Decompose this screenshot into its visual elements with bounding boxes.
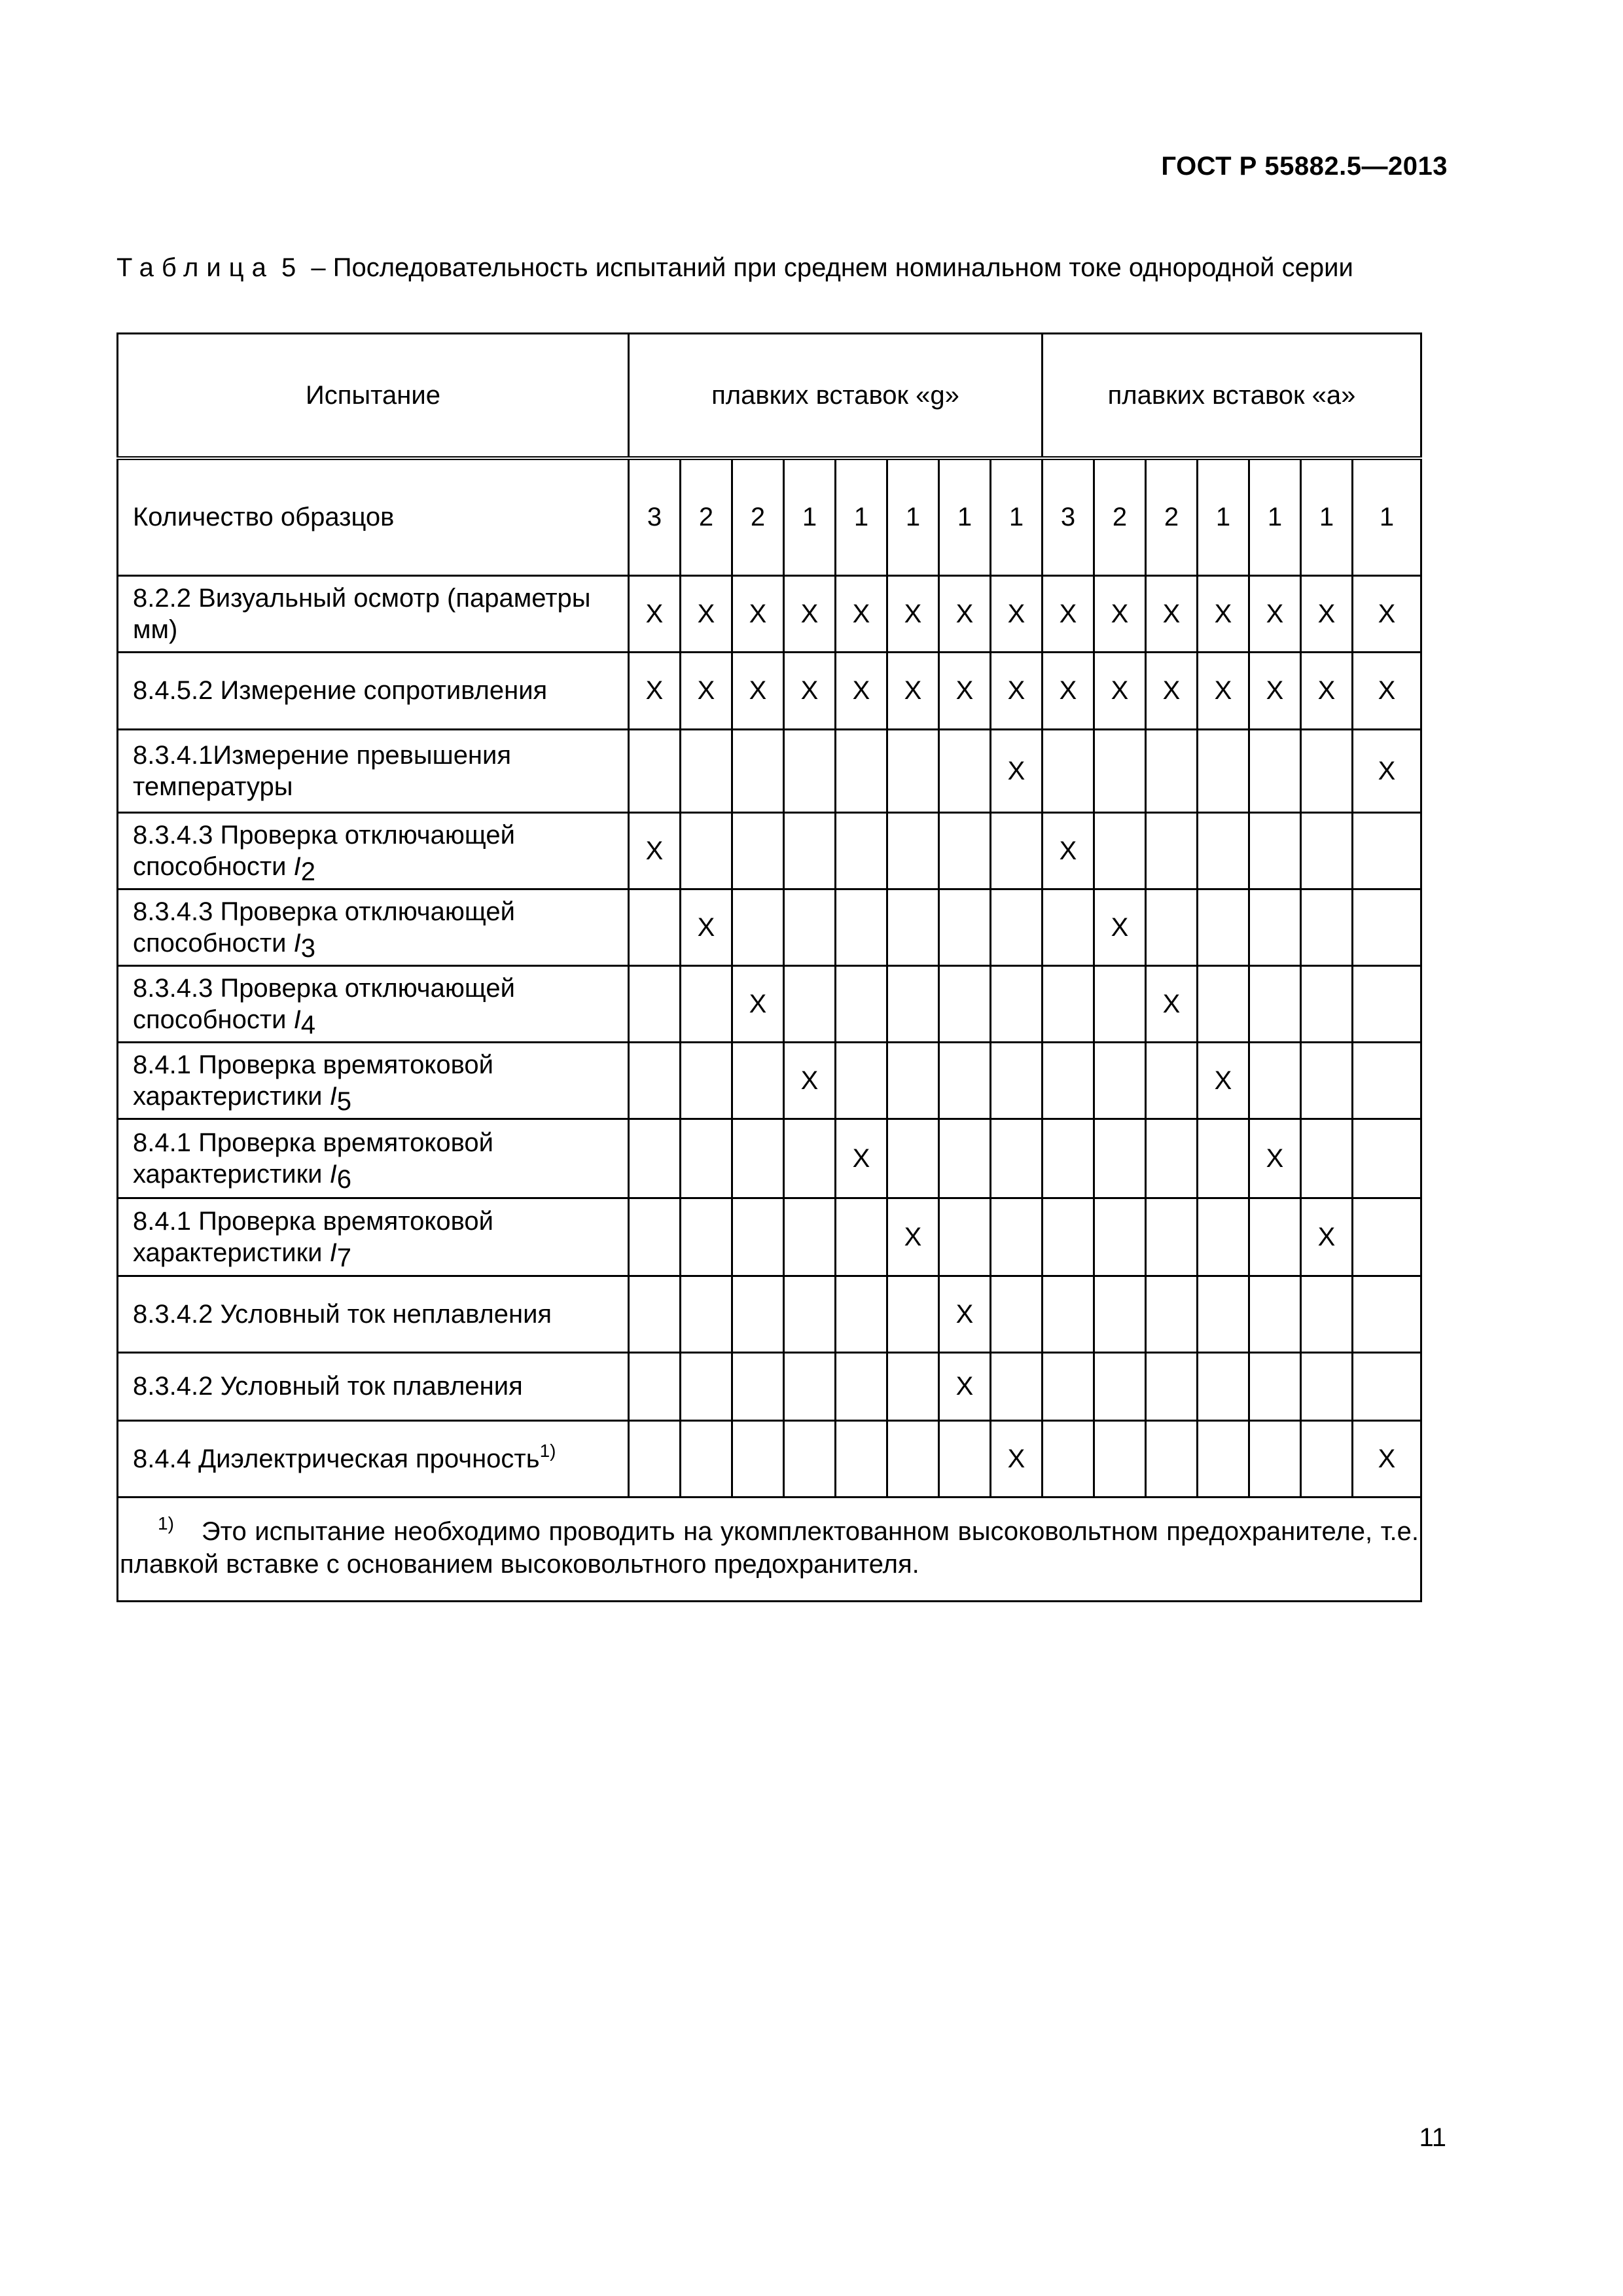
mark-cell-empty: [1094, 1042, 1146, 1119]
sample-count-label: Количество образцов: [118, 458, 629, 575]
test-row: [118, 1276, 1421, 1352]
mark-cell-x: X: [732, 575, 784, 652]
mark-cell-x: X: [732, 965, 784, 1042]
mark-cell-x: X: [887, 575, 939, 652]
mark-cell-x: X: [1353, 1420, 1421, 1497]
mark-cell-x: X: [784, 1042, 836, 1119]
test-name-text: 8.4.4 Диэлектрическая прочность: [133, 1444, 540, 1473]
mark-cell-empty: [836, 729, 887, 812]
document-code: ГОСТ Р 55882.5—2013: [1161, 152, 1448, 181]
mark-cell-empty: [836, 889, 887, 965]
mark-cell-empty: [836, 1276, 887, 1352]
mark-cell-empty: [629, 1420, 681, 1497]
mark-cell-empty: [887, 812, 939, 889]
mark-cell-empty: [1198, 889, 1249, 965]
mark-cell-empty: [1301, 1352, 1353, 1420]
footnote-row: [118, 1497, 1421, 1601]
mark-cell-empty: [1301, 889, 1353, 965]
mark-cell-x: X: [1198, 1042, 1249, 1119]
test-name-text: 8.4.1 Проверка времятоковой характеристики: [133, 1206, 493, 1267]
mark-cell-empty: [991, 1119, 1043, 1198]
footnote-text: Это испытание необходимо проводить на укомплектованном высоковольтном предохранителе, т.е. плавкой вставке с основанием высоковольтного предохранителя.: [120, 1516, 1419, 1579]
mark-cell-empty: [1353, 1198, 1421, 1276]
sample-count-cell: 1: [1301, 458, 1353, 575]
mark-cell-empty: [629, 1119, 681, 1198]
mark-cell-empty: [1146, 812, 1198, 889]
mark-cell-x: X: [939, 652, 991, 729]
mark-cell-empty: [784, 729, 836, 812]
mark-cell-empty: [784, 889, 836, 965]
test-name: [118, 1119, 629, 1198]
caption-text: Последовательность испытаний при среднем номинальном токе однородной серии: [332, 253, 1353, 282]
test-name: [118, 812, 629, 889]
mark-cell-empty: [991, 1352, 1043, 1420]
mark-cell-empty: [732, 1352, 784, 1420]
test-name-text: 8.2.2 Визуальный осмотр (параметры мм): [133, 583, 591, 644]
mark-cell-empty: [1249, 965, 1301, 1042]
mark-cell-empty: [1353, 1352, 1421, 1420]
mark-cell-empty: [1198, 812, 1249, 889]
mark-cell-x: X: [784, 575, 836, 652]
mark-cell-empty: [887, 889, 939, 965]
mark-cell-empty: [836, 1352, 887, 1420]
mark-cell-empty: [1301, 965, 1353, 1042]
mark-cell-empty: [1301, 1119, 1353, 1198]
mark-cell-empty: [939, 729, 991, 812]
mark-cell-empty: [836, 812, 887, 889]
test-name: [118, 1276, 629, 1352]
mark-cell-x: X: [1301, 1198, 1353, 1276]
sample-count-row: [118, 458, 1421, 575]
mark-cell-empty: [784, 1352, 836, 1420]
mark-cell-empty: [1094, 729, 1146, 812]
mark-cell-empty: [939, 812, 991, 889]
caption-dash: –: [311, 253, 326, 282]
mark-cell-empty: [836, 1042, 887, 1119]
test-name: [118, 889, 629, 965]
mark-cell-empty: [1043, 729, 1094, 812]
mark-cell-empty: [732, 1198, 784, 1276]
mark-cell-x: X: [1198, 575, 1249, 652]
mark-cell-x: X: [1146, 965, 1198, 1042]
table-body: [118, 334, 1421, 1602]
mark-cell-empty: [784, 1198, 836, 1276]
mark-cell-empty: [629, 1276, 681, 1352]
mark-cell-empty: [1249, 1420, 1301, 1497]
mark-cell-empty: [1249, 1352, 1301, 1420]
header-group-g: плавких вставок «g»: [629, 334, 1043, 459]
mark-cell-empty: [1301, 729, 1353, 812]
sample-count-cell: 2: [681, 458, 732, 575]
sample-count-cell: 1: [1249, 458, 1301, 575]
test-name-text: 8.3.4.3 Проверка отключающей способности: [133, 973, 515, 1034]
test-name: [118, 965, 629, 1042]
mark-cell-empty: [1043, 1198, 1094, 1276]
test-row: [118, 889, 1421, 965]
mark-cell-empty: [1094, 1420, 1146, 1497]
test-row: [118, 1119, 1421, 1198]
test-row: [118, 1198, 1421, 1276]
sample-count-cell: 1: [939, 458, 991, 575]
sample-count-cell: 1: [784, 458, 836, 575]
mark-cell-empty: [1043, 965, 1094, 1042]
mark-cell-x: X: [1146, 575, 1198, 652]
mark-cell-empty: [1198, 1119, 1249, 1198]
mark-cell-x: X: [939, 1352, 991, 1420]
footnote: [118, 1497, 1421, 1601]
mark-cell-empty: [1353, 1042, 1421, 1119]
mark-cell-empty: [939, 1420, 991, 1497]
test-row: [118, 812, 1421, 889]
mark-cell-empty: [1094, 1352, 1146, 1420]
caption-label: Таблица: [116, 253, 274, 282]
mark-cell-empty: [887, 1119, 939, 1198]
mark-cell-empty: [784, 1119, 836, 1198]
test-name-text: 8.3.4.2 Условный ток неплавления: [133, 1299, 552, 1329]
mark-cell-empty: [732, 1276, 784, 1352]
current-index: 2: [300, 857, 315, 886]
sample-count-cell: 3: [1043, 458, 1094, 575]
mark-cell-empty: [1094, 1198, 1146, 1276]
mark-cell-empty: [991, 1042, 1043, 1119]
mark-cell-x: X: [1094, 652, 1146, 729]
test-row: [118, 652, 1421, 729]
mark-cell-empty: [887, 729, 939, 812]
mark-cell-empty: [1198, 1276, 1249, 1352]
mark-cell-empty: [681, 965, 732, 1042]
mark-cell-x: X: [887, 652, 939, 729]
mark-cell-empty: [681, 729, 732, 812]
mark-cell-empty: [1249, 1198, 1301, 1276]
mark-cell-x: X: [681, 575, 732, 652]
current-symbol: I: [293, 1005, 301, 1034]
mark-cell-empty: [887, 1352, 939, 1420]
sample-count-cell: 1: [836, 458, 887, 575]
mark-cell-empty: [1353, 965, 1421, 1042]
sample-count-cell: 3: [629, 458, 681, 575]
mark-cell-x: X: [629, 812, 681, 889]
test-name-text: 8.3.4.3 Проверка отключающей способности: [133, 820, 515, 881]
current-index: 4: [300, 1010, 315, 1039]
mark-cell-empty: [629, 729, 681, 812]
mark-cell-empty: [1198, 729, 1249, 812]
mark-cell-empty: [1249, 812, 1301, 889]
mark-cell-x: X: [1249, 575, 1301, 652]
mark-cell-x: X: [1146, 652, 1198, 729]
mark-cell-empty: [1249, 729, 1301, 812]
mark-cell-x: X: [681, 889, 732, 965]
sample-count-cell: 1: [1198, 458, 1249, 575]
test-name-text: 8.4.1 Проверка времятоковой характеристики: [133, 1050, 493, 1111]
mark-cell-x: X: [1094, 575, 1146, 652]
mark-cell-x: X: [887, 1198, 939, 1276]
test-sequence-table: [116, 332, 1422, 1602]
sample-count-cell: 1: [887, 458, 939, 575]
mark-cell-empty: [887, 1276, 939, 1352]
mark-cell-empty: [732, 1042, 784, 1119]
current-symbol: I: [293, 852, 301, 881]
mark-cell-empty: [991, 889, 1043, 965]
mark-cell-empty: [681, 1198, 732, 1276]
mark-cell-empty: [732, 812, 784, 889]
mark-cell-empty: [629, 965, 681, 1042]
mark-cell-empty: [1353, 1276, 1421, 1352]
mark-cell-x: X: [1353, 729, 1421, 812]
mark-cell-x: X: [939, 575, 991, 652]
test-name: [118, 575, 629, 652]
test-name: [118, 1042, 629, 1119]
mark-cell-empty: [784, 1420, 836, 1497]
mark-cell-x: X: [1353, 652, 1421, 729]
mark-cell-x: X: [1043, 652, 1094, 729]
table-container: [116, 332, 1422, 1602]
mark-cell-empty: [1353, 812, 1421, 889]
mark-cell-empty: [1353, 889, 1421, 965]
current-symbol: I: [293, 928, 301, 958]
mark-cell-x: X: [1301, 652, 1353, 729]
mark-cell-empty: [1249, 1276, 1301, 1352]
mark-cell-empty: [836, 1420, 887, 1497]
mark-cell-empty: [681, 1042, 732, 1119]
mark-cell-empty: [939, 889, 991, 965]
mark-cell-empty: [681, 1276, 732, 1352]
test-name-text: 8.3.4.3 Проверка отключающей способности: [133, 897, 515, 958]
current-index: 6: [336, 1164, 351, 1194]
mark-cell-empty: [991, 965, 1043, 1042]
mark-cell-empty: [732, 1119, 784, 1198]
mark-cell-empty: [887, 965, 939, 1042]
test-row: [118, 1420, 1421, 1497]
sample-count-cell: 2: [1094, 458, 1146, 575]
test-name-text: 8.4.1 Проверка времятоковой характеристики: [133, 1128, 493, 1189]
mark-cell-empty: [732, 1420, 784, 1497]
test-row: [118, 575, 1421, 652]
mark-cell-empty: [1198, 965, 1249, 1042]
mark-cell-empty: [1043, 1352, 1094, 1420]
test-row: [118, 1042, 1421, 1119]
current-symbol: I: [329, 1159, 337, 1189]
table-caption: [116, 251, 1448, 284]
mark-cell-x: X: [836, 1119, 887, 1198]
mark-cell-empty: [732, 889, 784, 965]
mark-cell-empty: [681, 812, 732, 889]
test-name-text: 8.4.5.2 Измерение сопротивления: [133, 676, 548, 705]
mark-cell-x: X: [1249, 1119, 1301, 1198]
test-name: [118, 729, 629, 812]
test-name: [118, 1420, 629, 1497]
mark-cell-empty: [1249, 1042, 1301, 1119]
mark-cell-empty: [784, 965, 836, 1042]
mark-cell-empty: [887, 1420, 939, 1497]
footnote-marker: 1): [158, 1513, 174, 1534]
mark-cell-x: X: [939, 1276, 991, 1352]
mark-cell-x: X: [991, 729, 1043, 812]
mark-cell-empty: [784, 1276, 836, 1352]
mark-cell-x: X: [991, 652, 1043, 729]
mark-cell-empty: [991, 1276, 1043, 1352]
sample-count-cell: 1: [1353, 458, 1421, 575]
mark-cell-empty: [1094, 1276, 1146, 1352]
mark-cell-empty: [629, 889, 681, 965]
mark-cell-empty: [1146, 1198, 1198, 1276]
mark-cell-x: X: [629, 652, 681, 729]
mark-cell-empty: [836, 965, 887, 1042]
mark-cell-empty: [681, 1119, 732, 1198]
mark-cell-x: X: [836, 652, 887, 729]
mark-cell-empty: [1043, 1119, 1094, 1198]
mark-cell-empty: [1094, 965, 1146, 1042]
current-index: 3: [300, 933, 315, 963]
mark-cell-empty: [1146, 1420, 1198, 1497]
mark-cell-empty: [1146, 1119, 1198, 1198]
mark-cell-empty: [1353, 1119, 1421, 1198]
current-symbol: I: [329, 1238, 337, 1267]
mark-cell-x: X: [629, 575, 681, 652]
mark-cell-empty: [1301, 1420, 1353, 1497]
caption-number: 5: [281, 253, 304, 282]
header-test: Испытание: [118, 334, 629, 459]
mark-cell-empty: [939, 965, 991, 1042]
mark-cell-empty: [1301, 1276, 1353, 1352]
mark-cell-empty: [1146, 1352, 1198, 1420]
mark-cell-empty: [939, 1042, 991, 1119]
mark-cell-empty: [629, 1198, 681, 1276]
mark-cell-empty: [1198, 1420, 1249, 1497]
sample-count-cell: 1: [991, 458, 1043, 575]
test-name-text: 8.3.4.2 Условный ток плавления: [133, 1372, 523, 1401]
mark-cell-x: X: [836, 575, 887, 652]
test-name: [118, 1198, 629, 1276]
mark-cell-empty: [732, 729, 784, 812]
current-index: 5: [336, 1086, 351, 1116]
mark-cell-empty: [1146, 889, 1198, 965]
mark-cell-x: X: [1249, 652, 1301, 729]
mark-cell-x: X: [1353, 575, 1421, 652]
mark-cell-empty: [991, 812, 1043, 889]
test-name-text: 8.3.4.1Измерение превышения температуры: [133, 740, 512, 801]
mark-cell-empty: [1043, 1276, 1094, 1352]
mark-cell-empty: [1094, 812, 1146, 889]
mark-cell-empty: [836, 1198, 887, 1276]
mark-cell-empty: [629, 1352, 681, 1420]
mark-cell-empty: [1146, 729, 1198, 812]
mark-cell-x: X: [1094, 889, 1146, 965]
mark-cell-empty: [681, 1420, 732, 1497]
mark-cell-empty: [1198, 1198, 1249, 1276]
footnote-reference: 1): [539, 1440, 556, 1461]
mark-cell-empty: [1301, 1042, 1353, 1119]
mark-cell-x: X: [1043, 812, 1094, 889]
test-row: [118, 965, 1421, 1042]
mark-cell-empty: [1043, 1042, 1094, 1119]
mark-cell-x: X: [784, 652, 836, 729]
mark-cell-x: X: [732, 652, 784, 729]
current-symbol: I: [329, 1081, 337, 1111]
mark-cell-empty: [939, 1119, 991, 1198]
mark-cell-empty: [991, 1198, 1043, 1276]
sample-count-cell: 2: [732, 458, 784, 575]
mark-cell-x: X: [991, 1420, 1043, 1497]
page-number: 11: [1419, 2123, 1446, 2152]
mark-cell-empty: [1146, 1276, 1198, 1352]
current-index: 7: [336, 1243, 351, 1272]
mark-cell-x: X: [681, 652, 732, 729]
sample-count-cell: 2: [1146, 458, 1198, 575]
mark-cell-empty: [887, 1042, 939, 1119]
mark-cell-x: X: [1198, 652, 1249, 729]
mark-cell-empty: [1146, 1042, 1198, 1119]
mark-cell-empty: [784, 812, 836, 889]
header-group-a: плавких вставок «a»: [1043, 334, 1421, 459]
mark-cell-x: X: [1301, 575, 1353, 652]
test-name: [118, 652, 629, 729]
mark-cell-x: X: [991, 575, 1043, 652]
mark-cell-empty: [1094, 1119, 1146, 1198]
mark-cell-empty: [1043, 1420, 1094, 1497]
mark-cell-empty: [1043, 889, 1094, 965]
test-row: [118, 729, 1421, 812]
table-header-row: [118, 334, 1421, 459]
test-row: [118, 1352, 1421, 1420]
mark-cell-empty: [1249, 889, 1301, 965]
test-name: [118, 1352, 629, 1420]
mark-cell-x: X: [1043, 575, 1094, 652]
mark-cell-empty: [1198, 1352, 1249, 1420]
mark-cell-empty: [681, 1352, 732, 1420]
mark-cell-empty: [939, 1198, 991, 1276]
mark-cell-empty: [1301, 812, 1353, 889]
mark-cell-empty: [629, 1042, 681, 1119]
